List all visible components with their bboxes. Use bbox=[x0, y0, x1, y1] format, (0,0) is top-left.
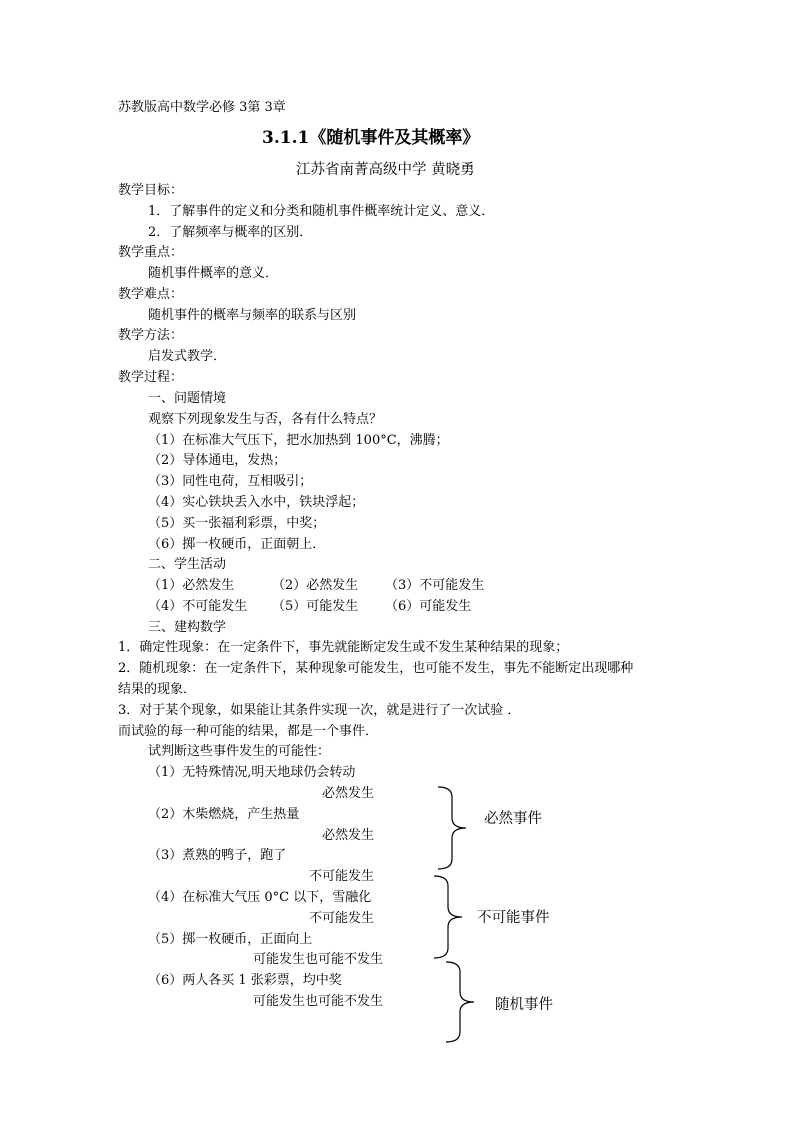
exercise-answer: 可能发生也可能不发生 bbox=[253, 994, 384, 1009]
exercise-question: （1）无特殊情况,明天地球仍会转动 bbox=[148, 765, 356, 780]
author-line: 江苏省南菁高级中学 黄晓勇 bbox=[296, 162, 475, 178]
page-title: 3.1.1《随机事件及其概率》 bbox=[262, 128, 480, 148]
exercise-question: （2）木柴燃烧，产生热量 bbox=[148, 807, 300, 822]
objectives-heading: 教学目标： bbox=[118, 183, 184, 198]
process-heading: 教学过程： bbox=[118, 370, 184, 385]
section3-heading: 三、建构数学 bbox=[148, 620, 227, 635]
phenomenon-item: （1）在标准大气压下，把水加热到 100°C，沸腾； bbox=[148, 433, 449, 448]
method-heading: 教学方法： bbox=[118, 328, 184, 343]
source-line: 苏教版高中数学必修 3第 3章 bbox=[118, 100, 286, 115]
answer-item: （6）可能发生 bbox=[385, 599, 472, 614]
exercise-answer: 必然发生 bbox=[322, 828, 375, 843]
objective-item: 1．了解事件的定义和分类和随机事件概率统计定义、意义． bbox=[148, 204, 495, 219]
phenomenon-item: （2）导体通电，发热； bbox=[148, 453, 287, 468]
phenomenon-item: （4）实心铁块丢入水中，铁块浮起； bbox=[148, 495, 365, 510]
answer-item: （4）不可能发生 bbox=[148, 599, 248, 614]
answer-item: （3）不可能发生 bbox=[385, 578, 485, 593]
method-text: 启发式教学． bbox=[148, 349, 227, 364]
answer-item: （2）必然发生 bbox=[272, 578, 359, 593]
curly-brace-icon bbox=[436, 785, 476, 871]
section1-prompt: 观察下列现象发生与否，各有什么特点？ bbox=[148, 412, 383, 427]
answer-item: （5）可能发生 bbox=[272, 599, 359, 614]
category-label: 不可能事件 bbox=[477, 910, 550, 926]
definition-1: 1．确定性现象：在一定条件下，事先就能断定发生或不发生某种结果的现象； bbox=[118, 640, 569, 655]
section2-heading: 二、学生活动 bbox=[148, 557, 227, 572]
phenomenon-item: （3）同性电荷，互相吸引； bbox=[148, 474, 313, 489]
category-label: 随机事件 bbox=[495, 997, 553, 1013]
definition-2: 2．随机现象：在一定条件下，某种现象可能发生，也可能不发生，事先不能断定出现哪种 bbox=[118, 661, 634, 676]
exercise-answer: 不可能发生 bbox=[309, 911, 375, 926]
objective-item: 2．了解频率与概率的区别． bbox=[148, 225, 313, 240]
exercise-question: （4）在标准大气压 0°C 以下，雪融化 bbox=[148, 890, 372, 905]
exercise-question: （5）掷一枚硬币，正面向上 bbox=[148, 932, 313, 947]
phenomenon-item: （6）掷一枚硬币，正面朝上． bbox=[148, 537, 326, 552]
curly-brace-icon bbox=[444, 960, 484, 1044]
key-point-heading: 教学重点： bbox=[118, 245, 184, 260]
exercise-question: （6）两人各买 1 张彩票，均中奖 bbox=[148, 973, 342, 988]
difficulty-heading: 教学难点： bbox=[118, 287, 184, 302]
definition-3: 3．对于某个现象，如果能让其条件实现一次，就是进行了一次试验 ． bbox=[118, 703, 521, 718]
answer-item: （1）必然发生 bbox=[148, 578, 235, 593]
category-label: 必然事件 bbox=[484, 811, 542, 827]
definition-2-cont: 结果的现象． bbox=[118, 682, 197, 697]
section1-heading: 一、问题情境 bbox=[148, 391, 227, 406]
curly-brace-icon bbox=[432, 874, 472, 960]
exercise-answer: 可能发生也可能不发生 bbox=[253, 952, 384, 967]
key-point-text: 随机事件概率的意义． bbox=[148, 266, 279, 281]
exercise-question: （3）煮熟的鸭子，跑了 bbox=[148, 848, 287, 863]
difficulty-text: 随机事件的概率与频率的联系与区别 bbox=[148, 308, 357, 323]
exercise-answer: 必然发生 bbox=[322, 786, 375, 801]
exercise-prompt: 试判断这些事件发生的可能性： bbox=[148, 744, 331, 759]
definition-3-cont: 而试验的每一种可能的结果，都是一个事件． bbox=[118, 724, 379, 739]
exercise-answer: 不可能发生 bbox=[309, 869, 375, 884]
phenomenon-item: （5）买一张福利彩票，中奖； bbox=[148, 516, 326, 531]
